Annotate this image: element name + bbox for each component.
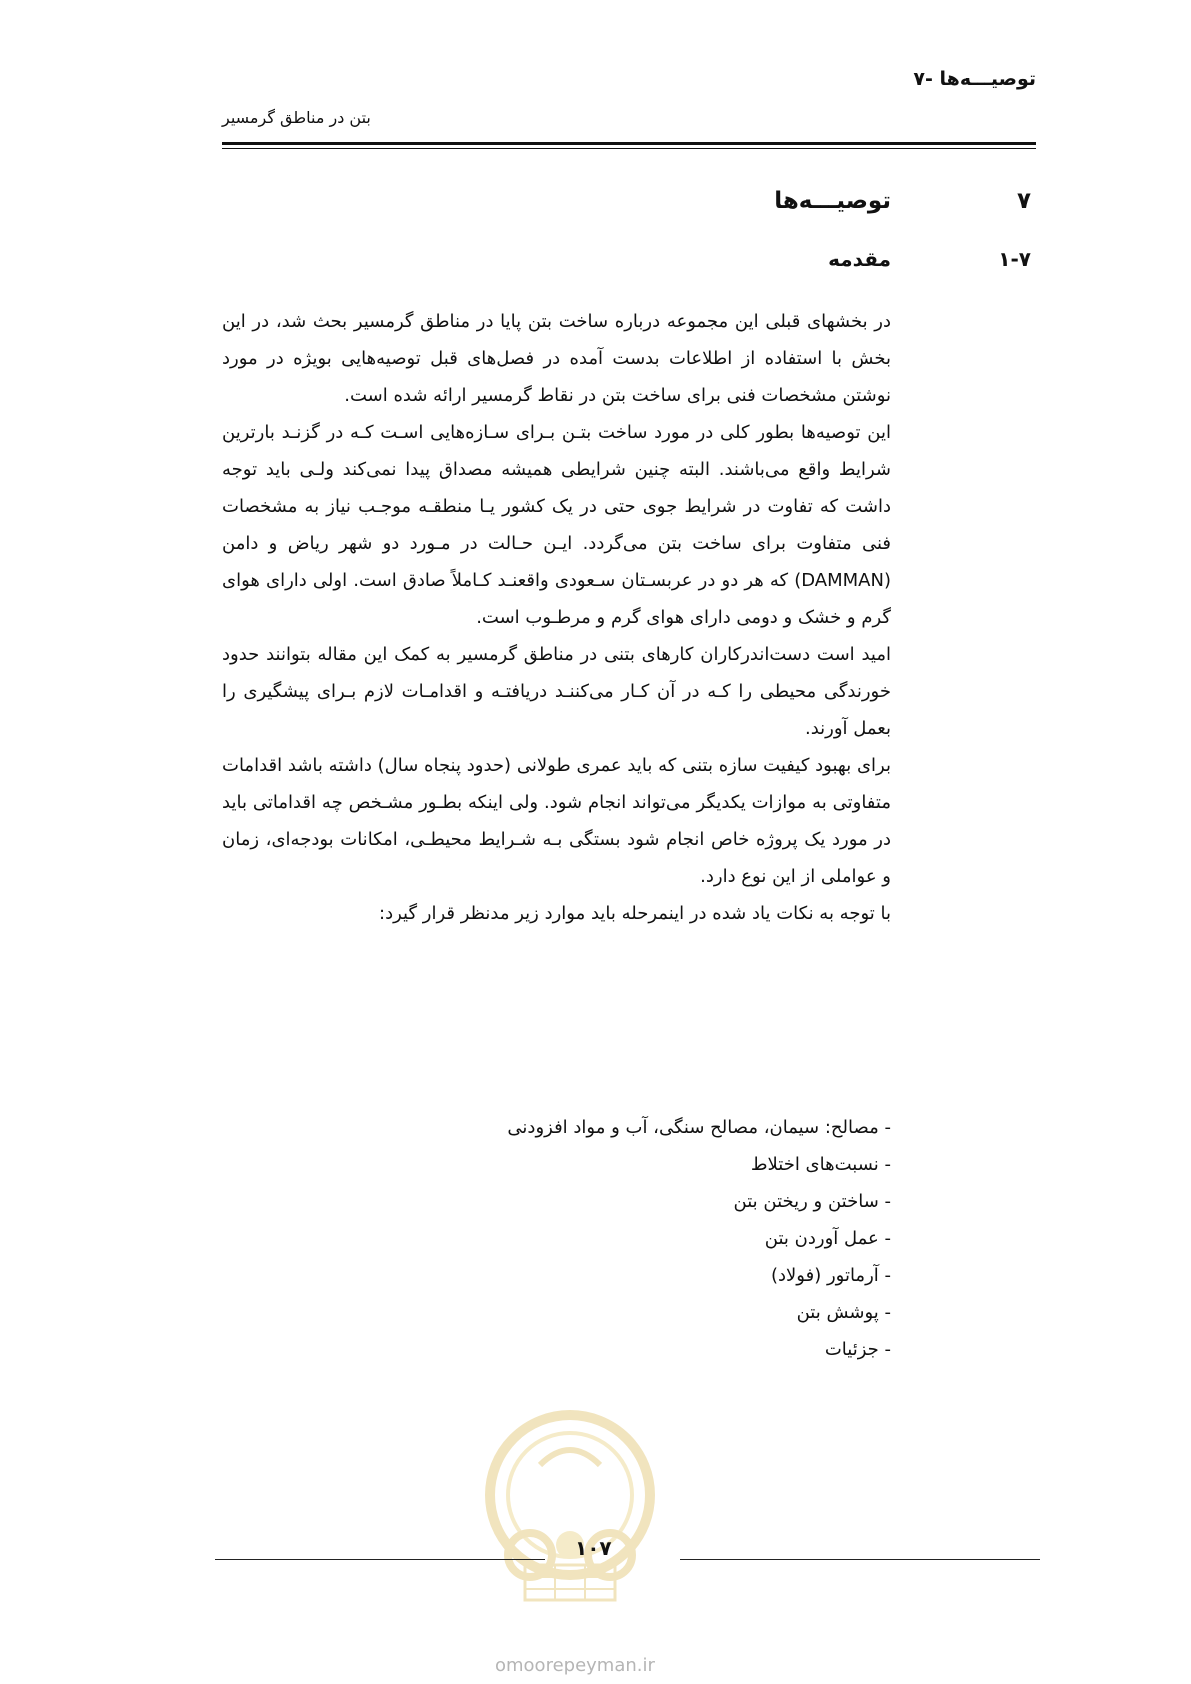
- site-watermark: omoorepeyman.ir: [495, 1655, 655, 1676]
- list-item: - آرماتور (فولاد): [771, 1265, 891, 1286]
- list-item: - ساختن و ریختن بتن: [733, 1191, 891, 1212]
- footer-rule-left: [215, 1559, 545, 1560]
- section-number: ۷: [1016, 188, 1031, 214]
- paragraph: در بخشهای قبلی این مجموعه درباره ساخت بتن پایا در مناطق گرمسیر بحث شد، در این بخش با استفاده از اطلاعات بدست آمده در فصل‌های قبل توصیه‌هایی بویژه در مورد نوشتن مشخصات فنی برای ساخت بتن در نقاط گرمسیر ارائه شده است.: [222, 311, 891, 406]
- paragraph: این توصیه‌ها بطور کلی در مورد ساخت بتـن بـرای سـازه‌هایی اسـت کـه در گزنـد بارترین شرایط واقع می‌باشند. البته چنین شرایطی همیشه مصداق پیدا نمی‌کند ولـی باید توجه داشت که تفاوت در شرایط جوی حتی در یک کشور یـا منطقـه موجـب نیاز به مشخصات فنی متفاوت برای ساخت بتن می‌گردد. ایـن حـالت در مـورد دو شهر ریاض و دامن (DAMMAN) که هر دو در عربسـتان سـعودی واقعنـد کـاملاً صادق است. اولی دارای هوای گرم و خشک و دومی دارای هوای گرم و مرطـوب است.: [222, 422, 891, 628]
- paragraph: برای بهبود کیفیت سازه بتنی که باید عمری طولانی (حدود پنجاه سال) داشته باشد اقدامات متفاوتی به موازات یکدیگر می‌تواند انجام شود. ولی اینکه بطـور مشـخص چه اقداماتی باید در مورد یک پروژه خاص انجام شود بستگی بـه شـرایط محیطـی، امکانات بودجه‌ای، زمان و عواملی از این نوع دارد.: [222, 755, 891, 887]
- paragraph: امید است دست‌اندرکاران کارهای بتنی در مناطق گرمسیر به کمک این مقاله بتوانند حدود خورندگی محیطی را کـه در آن کـار می‌کننـد دریافتـه و اقدامـات لازم بـرای پیشگیری را بعمل آورند.: [222, 644, 891, 739]
- footer-rule-right: [680, 1559, 1040, 1560]
- recommendation-list: [507, 1109, 891, 1368]
- paragraph: با توجه به نکات یاد شده در اینمرحله باید موارد زیر مدنظر قرار گیرد:: [379, 903, 891, 924]
- section-title: توصیـــه‌ها: [774, 188, 891, 214]
- body-text: [222, 303, 891, 932]
- list-item: - مصالح: سیمان، مصالح سنگی، آب و مواد افزودنی: [507, 1117, 891, 1138]
- list-item: - جزئیات: [824, 1339, 891, 1360]
- page-number: ۱۰۷: [575, 1536, 612, 1560]
- list-item: - عمل آوردن بتن: [764, 1228, 891, 1249]
- list-item: - پوشش بتن: [796, 1302, 891, 1323]
- running-header-book-title: بتن در مناطق گرمسیر: [222, 108, 371, 127]
- running-header-chapter: ۷- توصیـــه‌ها: [913, 68, 1036, 90]
- header-rule-thin: [222, 148, 1036, 149]
- list-item: - نسبت‌های اختلاط: [750, 1154, 891, 1175]
- watermark-seal-icon: [470, 1405, 670, 1605]
- subsection-title: مقدمه: [828, 247, 891, 271]
- header-rule-thick: [222, 142, 1036, 145]
- subsection-number: ۱-۷: [998, 247, 1031, 271]
